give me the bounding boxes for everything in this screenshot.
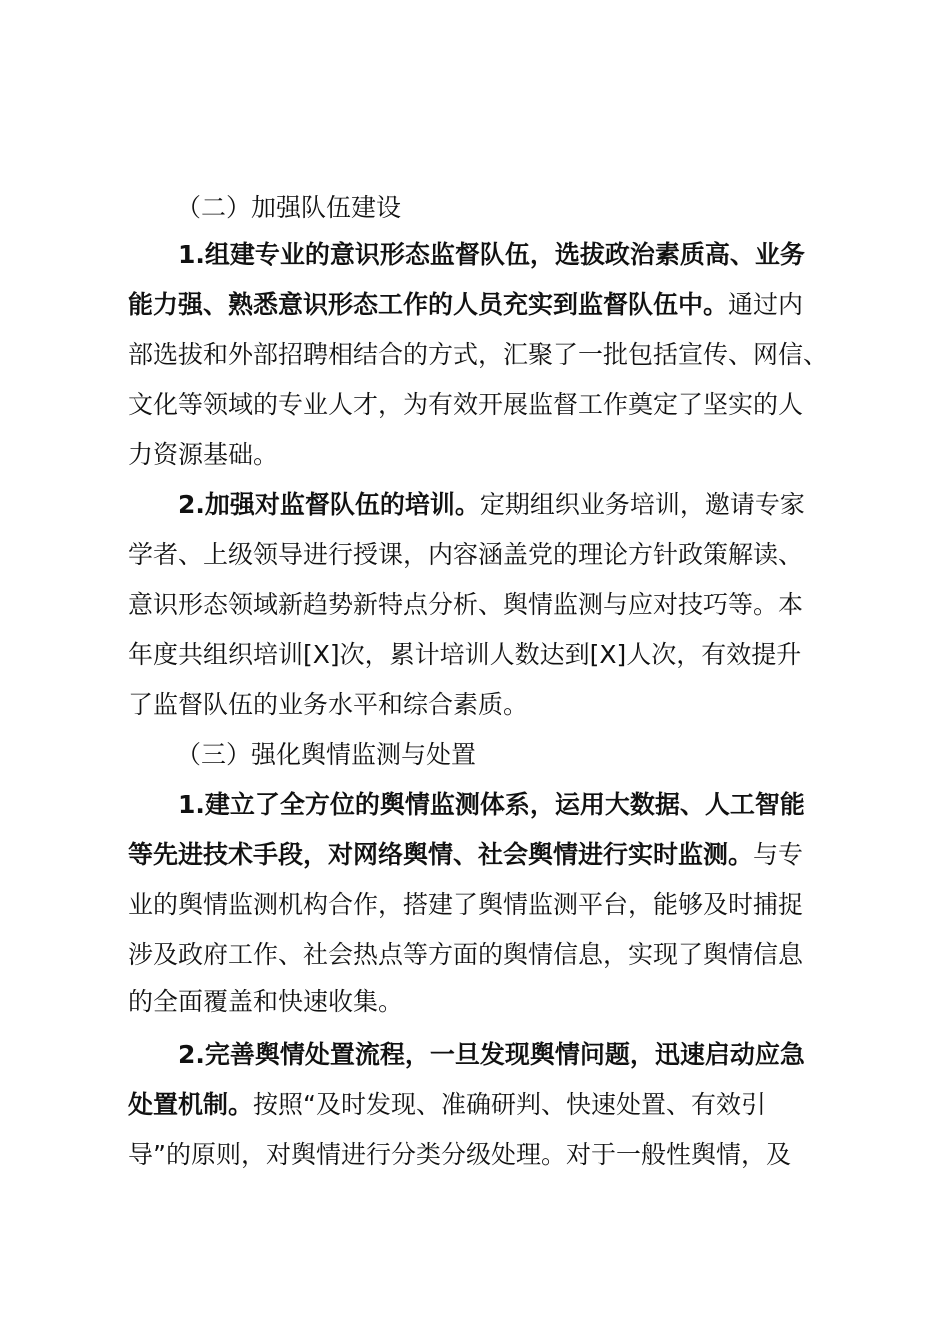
para3-text-3: 业的舆情监测机构合作，搭建了舆情监测平台，能够及时捕捉 [128,890,804,919]
para4-line1 [178,1038,805,1072]
para2-line3 [128,588,803,622]
para1-text-4: 文化等领域的专业人才，为有效开展监督工作奠定了坚实的人 [128,390,804,419]
para2-text-1: 定期组织业务培训，邀请专家 [479,490,805,519]
para4-text-2: 按照“及时发现、准确研判、快速处置、有效引 [253,1090,766,1119]
para1-text-5: 力资源基础。 [128,440,279,469]
para1-line4 [128,388,803,422]
para3-bold-1: 1.建立了全方位的舆情监测体系，运用大数据、人工智能 [178,790,805,819]
para4-bold-1: 2.完善舆情处置流程，一旦发现舆情问题，迅速启动应急 [178,1040,805,1069]
para1-bold-1: 1.组建专业的意识形态监督队伍，选拔政治素质高、业务 [178,240,805,269]
heading-text: （三）强化舆情监测与处置 [176,740,477,769]
para1-line3 [128,338,828,372]
para4-text-3: 导”的原则，对舆情进行分类分级处理。对于一般性舆情，及 [128,1140,791,1169]
para1-line2 [128,288,803,322]
para2-text-3: 意识形态领域新趋势新特点分析、舆情监测与应对技巧等。本 [128,590,804,619]
section-heading-opinion [176,738,476,772]
para4-line2 [128,1088,766,1122]
para2-text-2: 学者、上级领导进行授课，内容涵盖党的理论方针政策解读、 [128,540,804,569]
para3-line1 [178,788,805,822]
para3-line2 [128,838,803,872]
para3-line4 [128,938,803,972]
para1-line1 [178,238,805,272]
para4-line3 [128,1138,791,1172]
para3-text-5: 的全面覆盖和快速收集。 [128,987,404,1016]
heading-text: （二）加强队伍建设 [176,193,402,222]
para3-text-4: 涉及政府工作、社会热点等方面的舆情信息，实现了舆情信息 [128,940,804,969]
para3-line3 [128,888,803,922]
para2-text-5: 了监督队伍的业务水平和综合素质。 [128,690,529,719]
para2-bold-1: 2.加强对监督队伍的培训。 [178,490,480,519]
section-heading-team [176,191,401,225]
para4-bold-2: 处置机制。 [128,1090,254,1119]
para2-line1 [178,488,805,522]
para1-text-3: 部选拔和外部招聘相结合的方式，汇聚了一批包括宣传、网信、 [128,340,829,369]
para2-line5 [128,688,528,722]
para2-line4 [128,638,801,672]
para3-bold-2: 等先进技术手段，对网络舆情、社会舆情进行实时监测。 [128,840,754,869]
para2-text-4: 年度共组织培训[X]次，累计培训人数达到[X]人次，有效提升 [128,640,802,669]
para1-bold-2: 能力强、熟悉意识形态工作的人员充实到监督队伍中。 [128,290,729,319]
para1-text-2: 通过内 [728,290,804,319]
para1-line5 [128,438,278,472]
para2-line2 [128,538,803,572]
para3-text-2: 与专 [753,840,804,869]
para3-line5 [128,985,403,1019]
